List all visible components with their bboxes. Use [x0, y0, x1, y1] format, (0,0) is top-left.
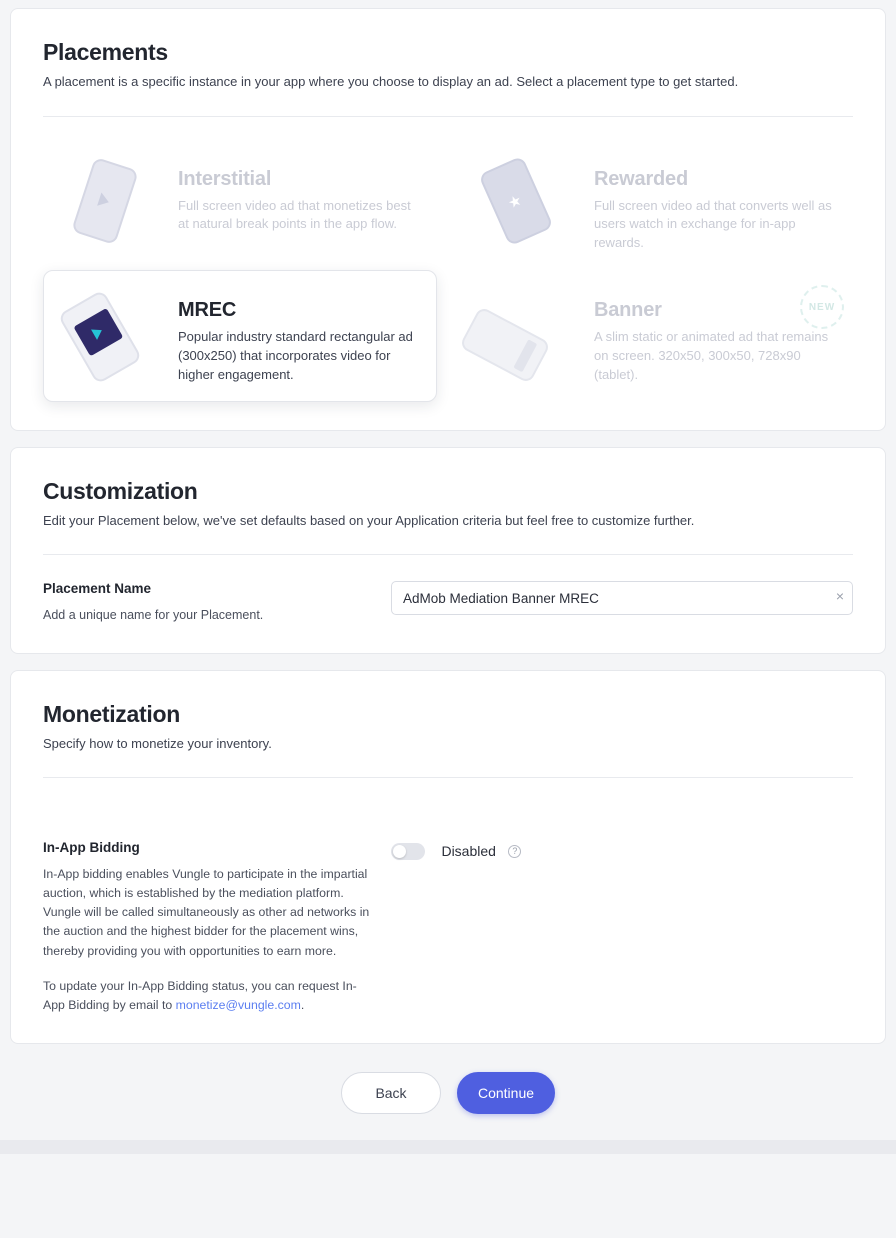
placement-name-label: Placement Name: [43, 581, 152, 597]
new-badge-icon: NEW: [800, 285, 844, 329]
placement-type-desc: Full screen video ad that converts well as users watch in exchange for in-app rewards.: [594, 197, 832, 251]
customization-title: Customization: [43, 477, 198, 504]
placement-type-grid: [43, 139, 853, 402]
placement-type-desc: Full screen video ad that monetizes best at natural break points in the app flow.: [178, 197, 411, 232]
placement-type-name: Interstitial: [178, 167, 272, 190]
toggle-knob: [393, 845, 406, 858]
monetization-title: Monetization: [43, 700, 180, 727]
placements-title: Placements: [43, 39, 168, 65]
placement-type-desc: Popular industry standard rectangular ad (300x250) that incorporates video for higher engagement.: [178, 329, 413, 382]
placement-name-input[interactable]: [391, 581, 853, 615]
back-button[interactable]: Back: [341, 1072, 441, 1114]
bottom-strip: [0, 1140, 896, 1154]
in-app-bidding-toggle[interactable]: [391, 843, 425, 860]
placement-type-name: Banner: [594, 299, 662, 322]
monetization-card: [10, 670, 886, 1044]
help-icon[interactable]: ?: [508, 845, 521, 858]
in-app-bidding-contact-prefix: To update your In-App Bidding status, you can request In-App Bidding by email to: [43, 978, 357, 1012]
rewarded-illustration: ★: [474, 156, 586, 248]
in-app-bidding-description: In-App bidding enables Vungle to participate in the impartial auction, which is established by the mediation platform. Vungle will be called simultaneously as other ad networks in the auction and the highest bidder for the placement wins, thereby providing you with opportunities to earn more.: [43, 867, 370, 958]
placement-type-interstitial[interactable]: [43, 139, 437, 271]
interstitial-illustration: [58, 156, 170, 248]
placement-type-name: Rewarded: [594, 167, 688, 190]
divider: [43, 116, 853, 117]
wizard-footer: [10, 1060, 886, 1140]
divider: [43, 554, 853, 555]
in-app-bidding-label: In-App Bidding: [43, 840, 140, 856]
mrec-illustration: [58, 287, 170, 379]
monetize-email-link[interactable]: monetize@vungle.com: [175, 997, 301, 1012]
placement-type-name: MREC: [178, 299, 237, 322]
placement-type-banner[interactable]: [459, 270, 853, 402]
placement-name-row: [43, 581, 853, 625]
in-app-bidding-contact-suffix: .: [300, 997, 305, 1012]
placement-type-rewarded[interactable]: [459, 139, 853, 271]
in-app-bidding-row: [43, 840, 853, 1014]
placement-type-mrec[interactable]: [43, 270, 437, 402]
in-app-bidding-state: Disabled: [441, 843, 496, 860]
placements-subtitle: A placement is a specific instance in your app where you choose to display an ad. Select a placement type to get started.: [43, 74, 739, 89]
customization-card: [10, 447, 886, 654]
continue-button[interactable]: Continue: [457, 1072, 555, 1114]
customization-subtitle: Edit your Placement below, we've set defaults based on your Application criteria but feel free to customize further.: [43, 512, 695, 528]
monetization-subtitle: Specify how to monetize your inventory.: [43, 735, 272, 751]
banner-illustration: [474, 287, 586, 379]
placement-name-hint: Add a unique name for your Placement.: [43, 608, 264, 623]
in-app-bidding-contact: [43, 977, 377, 1015]
placements-card: [10, 8, 886, 431]
clear-icon[interactable]: ×: [835, 588, 844, 605]
placement-type-desc: A slim static or animated ad that remains on screen. 320x50, 300x50, 728x90 (tablet).: [594, 329, 829, 382]
